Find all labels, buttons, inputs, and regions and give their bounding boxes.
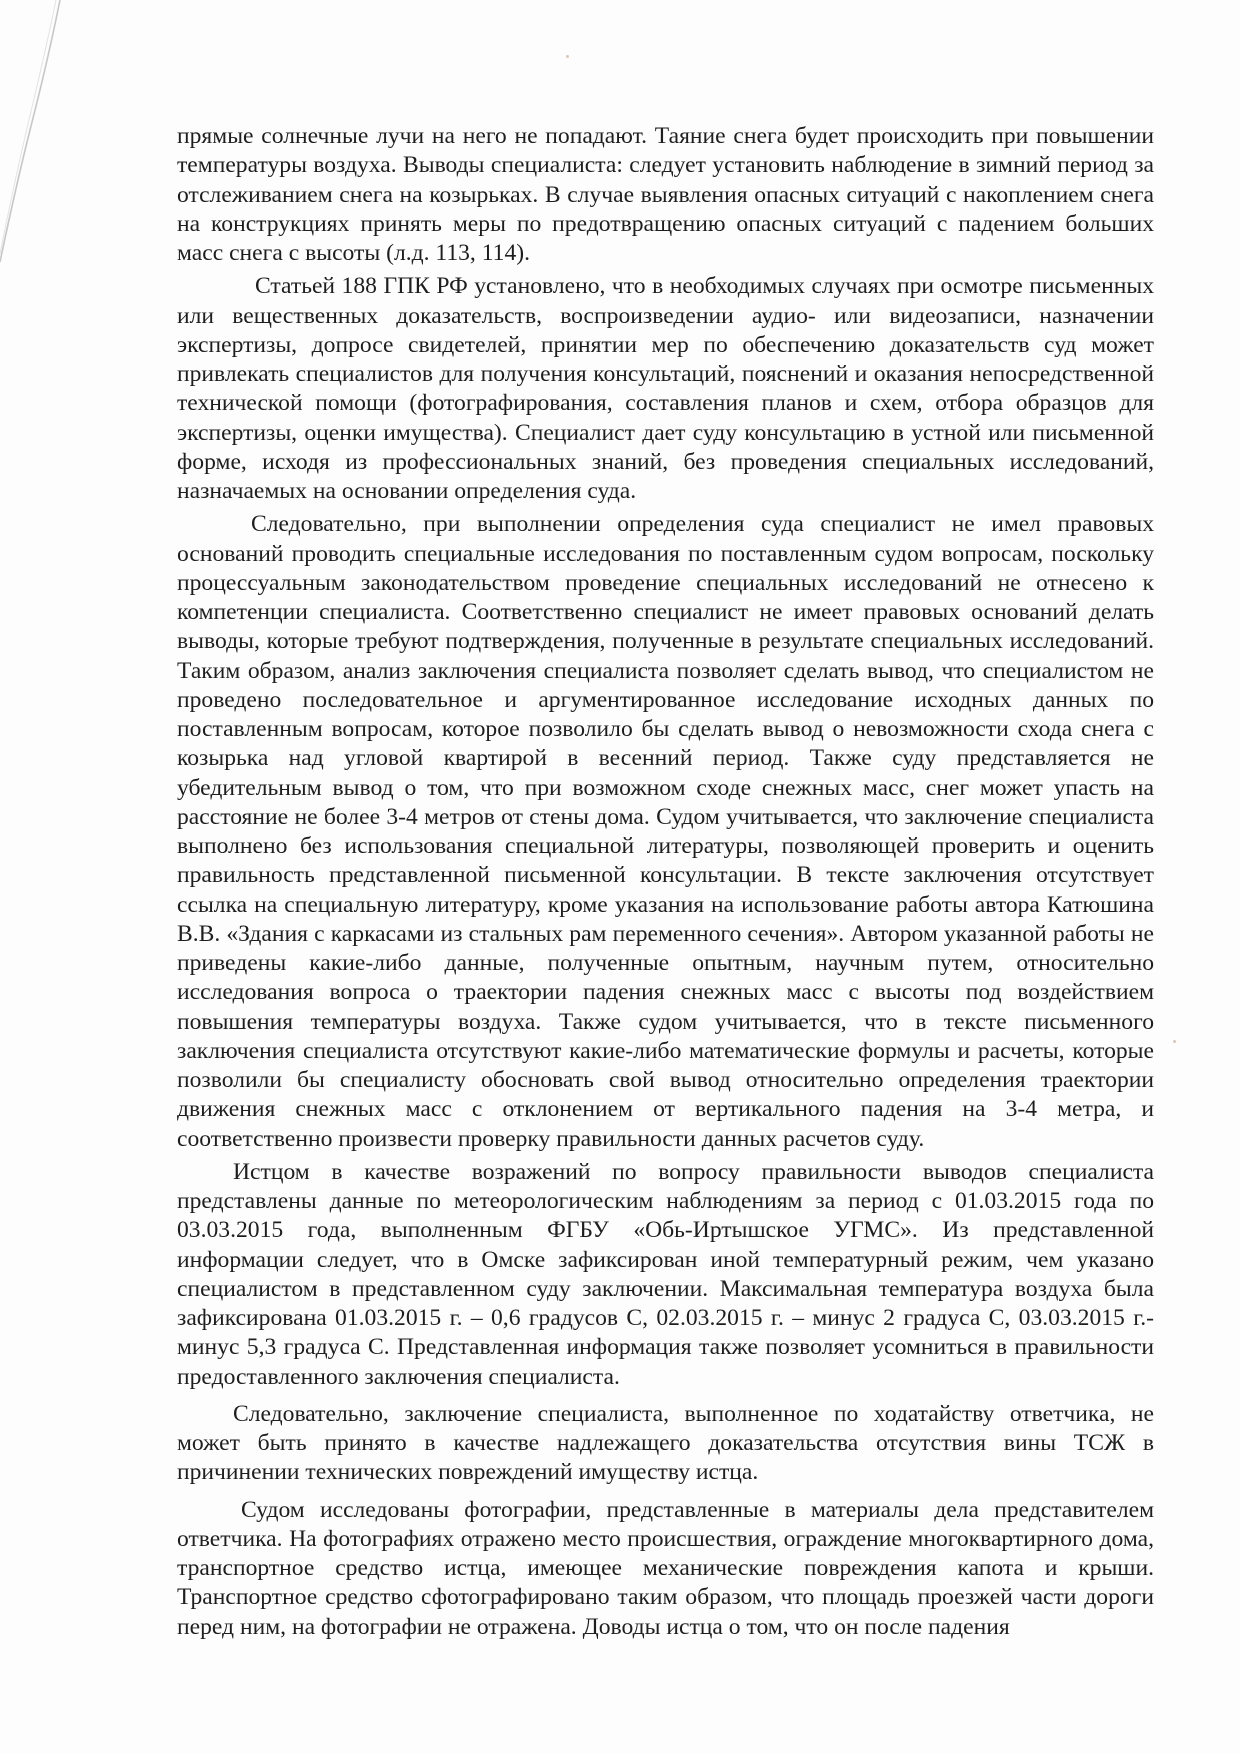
paragraph-article-188: Статьей 188 ГПК РФ установлено, что в необходимых случаях при осмотре письменных или вещественных доказательств, воспроизведении аудио- или видеозаписи, назначении экспертизы, допросе свидетелей, принятии мер по обеспечению доказательств суд может привлекать специалистов для получения консультаций, пояснений и оказания непосредственной технической помощи (фотографирования, составления планов и схем, отбора образцов для экспертизы, оценки имущества). Специалист дает суду консультацию в устной или письменной форме, исходя из профессиональных знаний, без проведения специальных исследований, назначаемых на основании определения суда. <box>177 273 1154 504</box>
paragraph-consequently: Следовательно, заключение специалиста, выполненное по ходатайству ответчика, не может быть принято в качестве надлежащего доказательства отсутствия вины ТСЖ в причинении технических повреждений имуществу истца. <box>177 1400 1154 1486</box>
scan-speck <box>1173 1040 1176 1043</box>
scan-edge-shadow <box>0 0 90 270</box>
document-body <box>177 122 1154 1642</box>
paragraph-conclusion-analysis: Следовательно, при выполнении определения суда специалист не имел правовых оснований проводить специальные исследования по поставленным судом вопросам, поскольку процессуальным законодательством проведение специальных исследований не отнесено к компетенции специалиста. Соответственно специалист не имеет правовых оснований делать выводы, которые требуют подтверждения, полученные в результате специальных исследований. Таким образом, анализ заключения специалиста позволяет сделать вывод, что специалистом не проведено последовательное и аргументированное исследование исходных данных по поставленным вопросам, которое позволило бы сделать вывод о невозможности схода снега с козырька над угловой квартирой в весенний период. Также суду представляется не убедительным вывод о том, что при возможном сходе снежных масс, снег может упасть на расстояние не более 3-4 метров от стены дома. Судом учитывается, что заключение специалиста выполнено без использования специальной литературы, позволяющей проверить и оценить правильность представленной письменной консультации. В тексте заключения отсутствует ссылка на специальную литературу, кроме указания на использование работы автора Катюшина В.В. «Здания с каркасами из стальных рам переменного сечения». Автором указанной работы не приведены какие-либо данные, полученные опытным, научным путем, относительно исследования вопроса о траектории падения снежных масс с высоты под воздействием повышения температуры воздуха. Также судом учитывается, что в тексте письменного заключения специалиста отсутствуют какие-либо математические формулы и расчеты, которые позволили бы специалисту обосновать свой вывод относительно определения траектории движения снежных масс с отклонением от вертикального падения на 3-4 метра, и соответственно произвести проверку правильности данных расчетов суду. <box>177 511 1154 1152</box>
paragraph-continuation: прямые солнечные лучи на него не попадают. Таяние снега будет происходить при повышении температуры воздуха. Выводы специалиста: следует установить наблюдение в зимний период за отслеживанием снега на козырьках. В случае выявления опасных ситуаций с накоплением снега на конструкциях принять меры по предотвращению опасных ситуаций с падением больших масс снега с высоты (л.д. 113, 114). <box>177 123 1154 266</box>
scan-speck <box>566 55 569 58</box>
paragraph-weather-data: Истцом в качестве возражений по вопросу правильности выводов специалиста представлены данные по метеорологическим наблюдениям за период с 01.03.2015 года по 03.03.2015 года, выполненным ФГБУ «Обь-Иртышское УГМС». Из представленной информации следует, что в Омске зафиксирован иной температурный режим, чем указано специалистом в представленном суду заключении. Максимальная температура воздуха была зафиксирована 01.03.2015 г. – 0,6 градусов С, 02.03.2015 г. – минус 2 градуса С, 03.03.2015 г.- минус 5,3 градуса С. Представленная информация также позволяет усомниться в правильности предоставленного заключения специалиста. <box>177 1158 1154 1390</box>
paragraph-photographs: Судом исследованы фотографии, представленные в материалы дела представителем ответчика. На фотографиях отражено место происшествия, ограждение многоквартирного дома, транспортное средство истца, имеющее механические повреждения капота и крыши. Транспортное средство сфотографировано таким образом, что площадь проезжей части дороги перед ним, на фотографии не отражена. Доводы истца о том, что он после падения <box>177 1496 1154 1640</box>
